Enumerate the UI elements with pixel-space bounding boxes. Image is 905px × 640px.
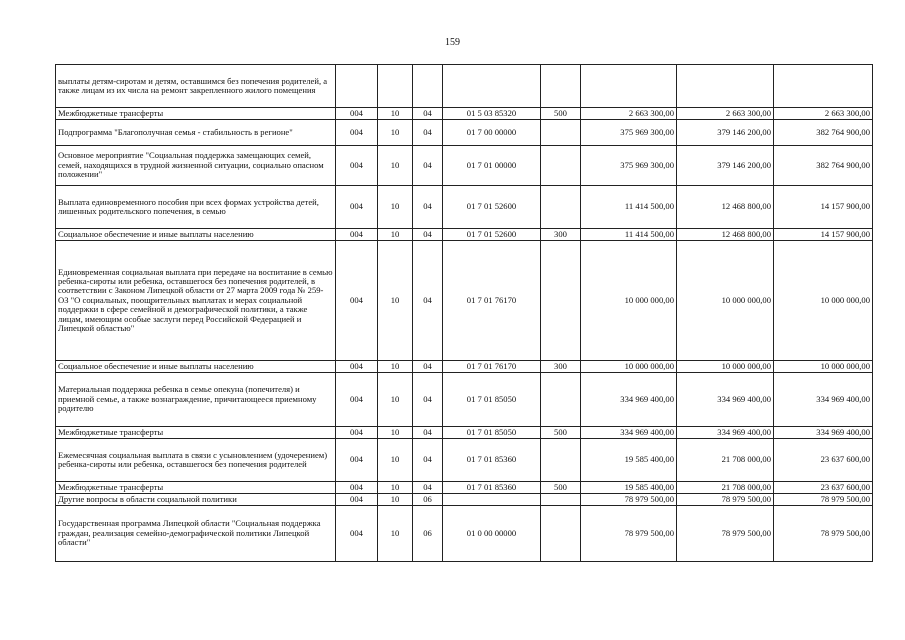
cell-expense	[541, 439, 581, 482]
table-row	[56, 506, 873, 562]
cell-ministry: 004	[336, 361, 378, 373]
cell-subsection: 04	[413, 373, 443, 427]
cell-target: 01 7 01 85360	[443, 482, 541, 494]
cell-year2: 78 979 500,00	[677, 506, 774, 562]
cell-target: 01 5 03 85320	[443, 108, 541, 120]
cell-name: Социальное обеспечение и иные выплаты населению	[56, 229, 336, 241]
cell-year3: 10 000 000,00	[774, 241, 873, 361]
cell-year1: 10 000 000,00	[581, 361, 677, 373]
cell-subsection: 06	[413, 506, 443, 562]
cell-year1: 334 969 400,00	[581, 427, 677, 439]
cell-year3: 14 157 900,00	[774, 186, 873, 229]
cell-year3: 334 969 400,00	[774, 373, 873, 427]
cell-target: 01 7 01 76170	[443, 361, 541, 373]
cell-name: Единовременная социальная выплата при передаче на воспитание в семью ребенка-сироты или ребенка, оставшегося без попечения родителей, в соответствии с Законом Липецкой области от 27 марта 2009 года № 259-ОЗ "О социальных, поощрительных выплатах и мерах социальной поддержки в сфере семейной и демографической политики, а также лицам, имеющим особые заслуги перед Российской Федерацией и Липецкой областью"	[56, 241, 336, 361]
cell-ministry: 004	[336, 146, 378, 186]
cell-section: 10	[378, 506, 413, 562]
cell-ministry: 004	[336, 427, 378, 439]
table-row	[56, 65, 873, 108]
cell-name: Государственная программа Липецкой области "Социальная поддержка граждан, реализация семейно-демографической политики Липецкой области"	[56, 506, 336, 562]
cell-subsection: 04	[413, 482, 443, 494]
cell-year1: 375 969 300,00	[581, 146, 677, 186]
cell-subsection: 06	[413, 494, 443, 506]
cell-name: Материальная поддержка ребенка в семье опекуна (попечителя) и приемной семье, а также вознаграждение, причитающееся приемному родителю	[56, 373, 336, 427]
cell-year2: 379 146 200,00	[677, 120, 774, 146]
cell-ministry: 004	[336, 506, 378, 562]
cell-expense	[541, 241, 581, 361]
cell-section: 10	[378, 108, 413, 120]
cell-ministry: 004	[336, 229, 378, 241]
cell-expense: 500	[541, 427, 581, 439]
cell-subsection: 04	[413, 120, 443, 146]
cell-year3: 78 979 500,00	[774, 506, 873, 562]
cell-expense	[541, 506, 581, 562]
table-row	[56, 108, 873, 120]
cell-year2: 334 969 400,00	[677, 427, 774, 439]
cell-name: выплаты детям-сиротам и детям, оставшимся без попечения родителей, а также лицам из их числа на ремонт закрепленного жилого помещения	[56, 65, 336, 108]
cell-expense: 300	[541, 361, 581, 373]
cell-ministry: 004	[336, 241, 378, 361]
cell-subsection: 04	[413, 427, 443, 439]
cell-name: Другие вопросы в области социальной политики	[56, 494, 336, 506]
cell-year3: 10 000 000,00	[774, 361, 873, 373]
cell-name: Межбюджетные трансферты	[56, 482, 336, 494]
cell-section: 10	[378, 494, 413, 506]
cell-expense: 500	[541, 108, 581, 120]
table-row	[56, 241, 873, 361]
cell-year1: 11 414 500,00	[581, 229, 677, 241]
table-row	[56, 439, 873, 482]
cell-expense	[541, 186, 581, 229]
cell-target: 01 7 01 85360	[443, 439, 541, 482]
cell-ministry: 004	[336, 482, 378, 494]
cell-year2: 12 468 800,00	[677, 186, 774, 229]
budget-table	[55, 64, 873, 562]
table-row	[56, 186, 873, 229]
cell-target	[443, 65, 541, 108]
cell-year3: 382 764 900,00	[774, 146, 873, 186]
cell-year2: 379 146 200,00	[677, 146, 774, 186]
table-row	[56, 494, 873, 506]
cell-target: 01 7 01 52600	[443, 229, 541, 241]
cell-year1: 10 000 000,00	[581, 241, 677, 361]
table-row	[56, 229, 873, 241]
cell-ministry: 004	[336, 186, 378, 229]
table-row	[56, 120, 873, 146]
cell-subsection: 04	[413, 186, 443, 229]
cell-year1: 11 414 500,00	[581, 186, 677, 229]
cell-subsection: 04	[413, 146, 443, 186]
cell-target: 01 0 00 00000	[443, 506, 541, 562]
cell-year3: 78 979 500,00	[774, 494, 873, 506]
cell-ministry: 004	[336, 120, 378, 146]
cell-subsection: 04	[413, 229, 443, 241]
cell-year2: 2 663 300,00	[677, 108, 774, 120]
cell-ministry: 004	[336, 373, 378, 427]
cell-name: Межбюджетные трансферты	[56, 108, 336, 120]
cell-year2: 78 979 500,00	[677, 494, 774, 506]
table-row	[56, 482, 873, 494]
cell-section: 10	[378, 482, 413, 494]
cell-target: 01 7 01 85050	[443, 373, 541, 427]
table-row	[56, 146, 873, 186]
cell-subsection: 04	[413, 361, 443, 373]
cell-ministry: 004	[336, 439, 378, 482]
cell-expense	[541, 146, 581, 186]
cell-ministry: 004	[336, 108, 378, 120]
cell-year2: 12 468 800,00	[677, 229, 774, 241]
cell-target	[443, 494, 541, 506]
cell-year3: 2 663 300,00	[774, 108, 873, 120]
cell-target: 01 7 00 00000	[443, 120, 541, 146]
table-row	[56, 361, 873, 373]
cell-year1: 19 585 400,00	[581, 482, 677, 494]
cell-name: Межбюджетные трансферты	[56, 427, 336, 439]
cell-name: Ежемесячная социальная выплата в связи с усыновлением (удочерением) ребенка-сироты или ребенка, оставшегося без попечения родителей	[56, 439, 336, 482]
cell-year1: 375 969 300,00	[581, 120, 677, 146]
cell-year3: 382 764 900,00	[774, 120, 873, 146]
cell-year1: 78 979 500,00	[581, 494, 677, 506]
cell-year2: 21 708 000,00	[677, 482, 774, 494]
cell-subsection: 04	[413, 108, 443, 120]
cell-target: 01 7 01 00000	[443, 146, 541, 186]
cell-expense: 300	[541, 229, 581, 241]
cell-name: Выплата единовременного пособия при всех формах устройства детей, лишенных родительского попечения, в семью	[56, 186, 336, 229]
cell-ministry	[336, 65, 378, 108]
cell-ministry: 004	[336, 494, 378, 506]
cell-expense: 500	[541, 482, 581, 494]
cell-section: 10	[378, 120, 413, 146]
cell-year2: 10 000 000,00	[677, 241, 774, 361]
cell-year2: 10 000 000,00	[677, 361, 774, 373]
cell-year3: 334 969 400,00	[774, 427, 873, 439]
cell-year3: 23 637 600,00	[774, 482, 873, 494]
cell-year2: 21 708 000,00	[677, 439, 774, 482]
cell-target: 01 7 01 85050	[443, 427, 541, 439]
cell-year1	[581, 65, 677, 108]
cell-subsection: 04	[413, 439, 443, 482]
cell-name: Подпрограмма "Благополучная семья - стабильность в регионе"	[56, 120, 336, 146]
cell-section: 10	[378, 146, 413, 186]
cell-expense	[541, 373, 581, 427]
cell-year3: 23 637 600,00	[774, 439, 873, 482]
table-row	[56, 373, 873, 427]
cell-year2	[677, 65, 774, 108]
cell-section: 10	[378, 241, 413, 361]
cell-target: 01 7 01 52600	[443, 186, 541, 229]
cell-year3	[774, 65, 873, 108]
cell-year1: 19 585 400,00	[581, 439, 677, 482]
table-row	[56, 427, 873, 439]
cell-name: Основное мероприятие "Социальная поддержка замещающих семей, семей, находящихся в трудной жизненной ситуации, социально опасном положении"	[56, 146, 336, 186]
cell-year3: 14 157 900,00	[774, 229, 873, 241]
cell-year1: 78 979 500,00	[581, 506, 677, 562]
cell-expense	[541, 65, 581, 108]
cell-name: Социальное обеспечение и иные выплаты населению	[56, 361, 336, 373]
page-number: 159	[445, 37, 460, 48]
cell-subsection	[413, 65, 443, 108]
cell-year1: 334 969 400,00	[581, 373, 677, 427]
cell-expense	[541, 494, 581, 506]
cell-section: 10	[378, 361, 413, 373]
cell-expense	[541, 120, 581, 146]
cell-year1: 2 663 300,00	[581, 108, 677, 120]
cell-target: 01 7 01 76170	[443, 241, 541, 361]
cell-section: 10	[378, 186, 413, 229]
cell-section: 10	[378, 373, 413, 427]
cell-year2: 334 969 400,00	[677, 373, 774, 427]
cell-section	[378, 65, 413, 108]
cell-section: 10	[378, 427, 413, 439]
cell-section: 10	[378, 439, 413, 482]
cell-subsection: 04	[413, 241, 443, 361]
cell-section: 10	[378, 229, 413, 241]
